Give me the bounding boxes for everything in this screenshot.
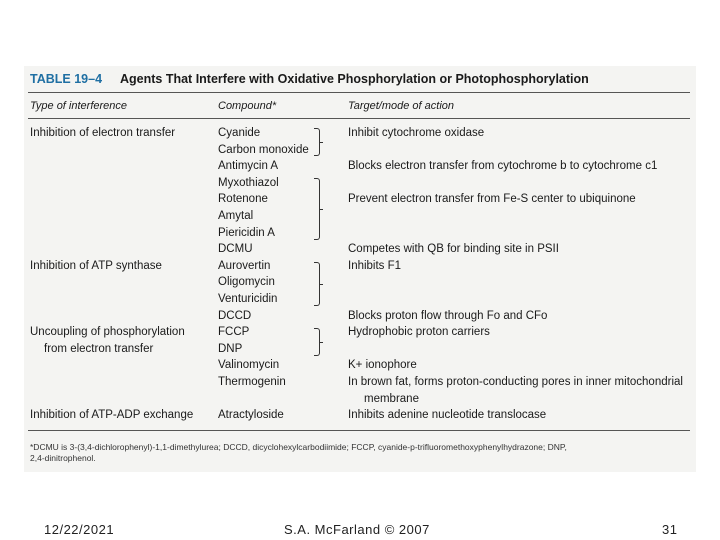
row-type: Uncoupling of phosphorylation (30, 326, 185, 338)
row-target: Blocks electron transfer from cytochrome b to cytochrome c1 (348, 160, 658, 172)
row-type: Inhibition of electron transfer (30, 127, 176, 139)
row-compound: DCMU (218, 243, 253, 255)
footnote-line-1: *DCMU is 3-(3,4-dichlorophenyl)-1,1-dimethylurea; DCCD, dicyclohexylcarbodiimide; FCCP, cyanide-p-trifluoromethoxyphenylhydrazone; DNP, (30, 442, 567, 452)
table-number: TABLE 19–4 (30, 72, 103, 86)
row-type: Inhibition of ATP-ADP exchange (30, 409, 194, 421)
row-compound: FCCP (218, 326, 250, 338)
row-target: Competes with QB for binding site in PSII (348, 243, 559, 255)
row-compound: Piericidin A (218, 227, 275, 239)
row-compound: Carbon monoxide (218, 144, 309, 156)
row-target: K+ ionophore (348, 359, 417, 371)
row-target: membrane (364, 393, 419, 405)
footer-page-number: 31 (662, 522, 678, 537)
bottom-rule (28, 430, 690, 431)
row-compound: Amytal (218, 210, 254, 222)
row-compound: Thermogenin (218, 376, 286, 388)
row-compound: Cyanide (218, 127, 261, 139)
header-type: Type of interference (30, 100, 128, 112)
row-compound: Rotenone (218, 193, 268, 205)
row-compound: Antimycin A (218, 160, 279, 172)
row-compound: Atractyloside (218, 409, 284, 421)
row-target: Inhibit cytochrome oxidase (348, 127, 485, 139)
table-title: Agents That Interfere with Oxidative Phosphorylation or Photophosphorylation (120, 72, 589, 86)
header-compound: Compound* (218, 100, 277, 112)
brace (314, 262, 320, 306)
row-target: Inhibits adenine nucleotide translocase (348, 409, 547, 421)
brace (314, 328, 320, 356)
row-target: Prevent electron transfer from Fe-S center to ubiquinone (348, 193, 636, 205)
top-rule (28, 92, 690, 93)
row-compound: DCCD (218, 310, 252, 322)
table-image (24, 66, 696, 472)
brace (314, 128, 320, 156)
row-type: Inhibition of ATP synthase (30, 260, 162, 272)
header-rule (28, 118, 690, 119)
row-target: In brown fat, forms proton-conducting pores in inner mitochondrial (348, 376, 683, 388)
row-compound: Oligomycin (218, 276, 275, 288)
row-compound: Valinomycin (218, 359, 280, 371)
footer-date: 12/22/2021 (44, 522, 115, 537)
row-target: Inhibits F1 (348, 260, 402, 272)
row-target: Blocks proton flow through Fo and CFo (348, 310, 548, 322)
header-target: Target/mode of action (348, 100, 454, 112)
row-target: Hydrophobic proton carriers (348, 326, 490, 338)
row-compound: DNP (218, 343, 243, 355)
row-compound: Venturicidin (218, 293, 278, 305)
footnote-line-2: 2,4-dinitrophenol. (30, 453, 96, 463)
brace (314, 178, 320, 240)
row-type: from electron transfer (44, 343, 154, 355)
row-compound: Myxothiazol (218, 177, 279, 189)
footer-author: S.A. McFarland © 2007 (284, 522, 430, 537)
row-compound: Aurovertin (218, 260, 271, 272)
